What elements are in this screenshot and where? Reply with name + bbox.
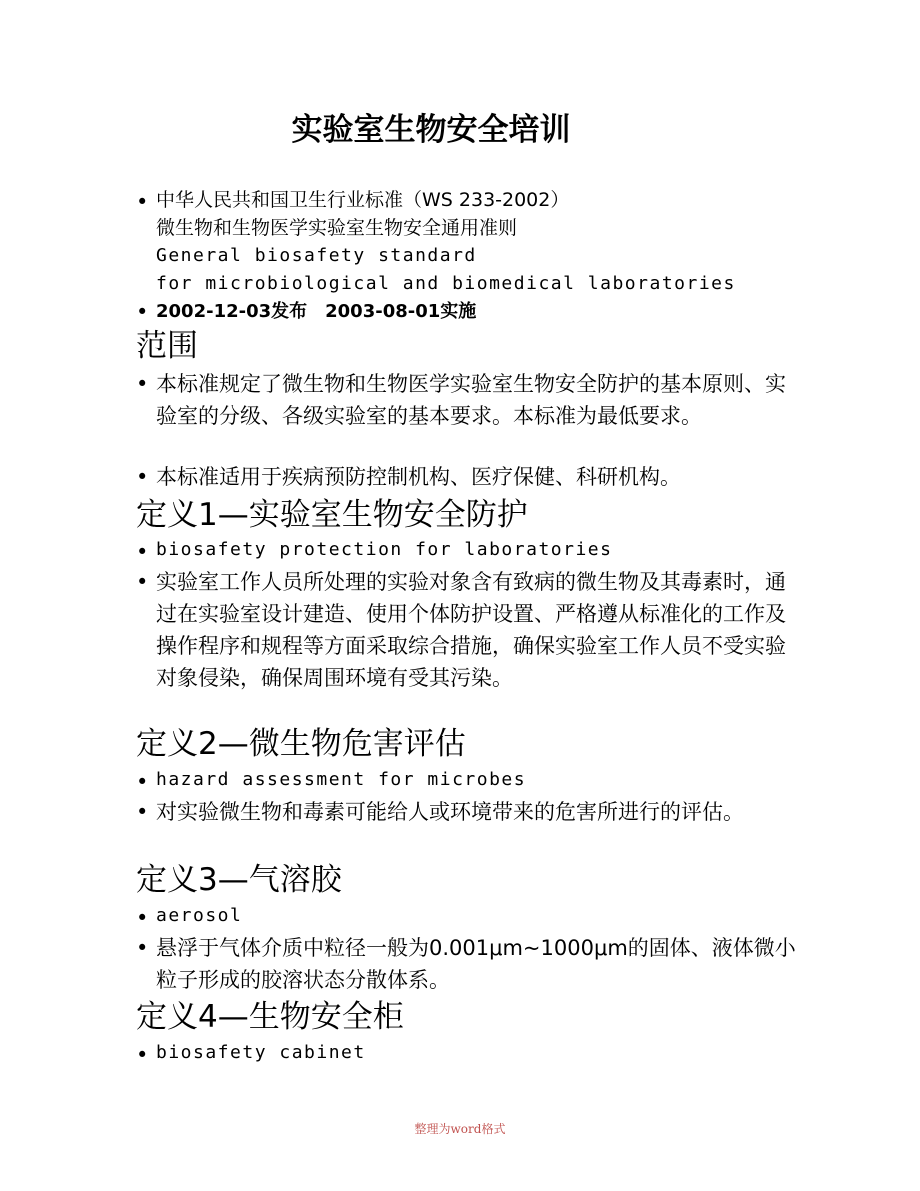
def3-en-text: aerosol [156,905,243,926]
def4-heading: 定义4—生物安全柜 [136,999,404,1035]
scope-text-2: 本标准适用于疾病预防控制机构、医疗保健、科研机构。 [156,465,681,489]
standard-title-en-2: for microbiological and biomedical laboratories [156,273,736,294]
bullet: • [136,936,149,960]
bullet: • [136,540,149,564]
intro-dates-item [136,296,796,328]
def1-cn-text: 实验室工作人员所处理的实验对象含有致病的微生物及其毒素时，通过在实验室设计建造、使用个体防护设置、严格遵从标准化的工作及操作程序和规程等方面采取综合措施，确保实验室工作人员不受实验对象侵染，确保周围环境有受其污染。 [156,570,786,690]
bullet: • [136,906,149,930]
scope-item-2 [136,461,796,493]
def2-heading: 定义2—微生物危害评估 [136,726,466,762]
def3-cn-item [136,932,796,996]
def3-cn-text: 悬浮于气体介质中粒径一般为0.001μm~1000μm的固体、液体微小粒子形成的胶溶状态分散体系。 [156,936,796,992]
def1-en-text: biosafety protection for laboratories [156,539,613,560]
def3-en-item [136,902,796,930]
publish-dates: 2002-12-03发布 2003-08-01实施 [156,301,477,322]
def3-heading: 定义3—气溶胶 [136,862,342,898]
def2-en-text: hazard assessment for microbes [156,769,527,790]
def2-cn-item [136,796,796,828]
scope-text-1: 本标准规定了微生物和生物医学实验室生物安全防护的基本原则、实验室的分级、各级实验室的基本要求。本标准为最低要求。 [156,372,786,428]
def1-cn-item [136,566,796,694]
standard-name: 中华人民共和国卫生行业标准（WS 233-2002） [156,189,570,211]
bullet: • [136,372,149,396]
bullet: • [136,770,149,794]
bullet: • [136,1043,149,1067]
bullet: • [136,570,149,594]
bullet: • [136,190,149,214]
scope-heading: 范围 [136,328,198,364]
def1-heading: 定义1—实验室生物安全防护 [136,497,528,533]
def4-en-text: biosafety cabinet [156,1042,366,1063]
def2-cn-text: 对实验微生物和毒素可能给人或环境带来的危害所进行的评估。 [156,800,744,824]
def2-en-item [136,766,796,794]
bullet: • [136,465,149,489]
page-title: 实验室生物安全培训 [291,112,571,148]
intro-standard-item [136,186,796,298]
standard-title-en-1: General biosafety standard [156,245,477,266]
footer-note: 整理为word格式 [414,1122,506,1136]
scope-item-1 [136,368,796,432]
standard-title-cn: 微生物和生物医学实验室生物安全通用准则 [156,217,518,239]
bullet: • [136,300,149,324]
def4-en-item [136,1039,796,1067]
def1-en-item [136,536,796,564]
bullet: • [136,800,149,824]
